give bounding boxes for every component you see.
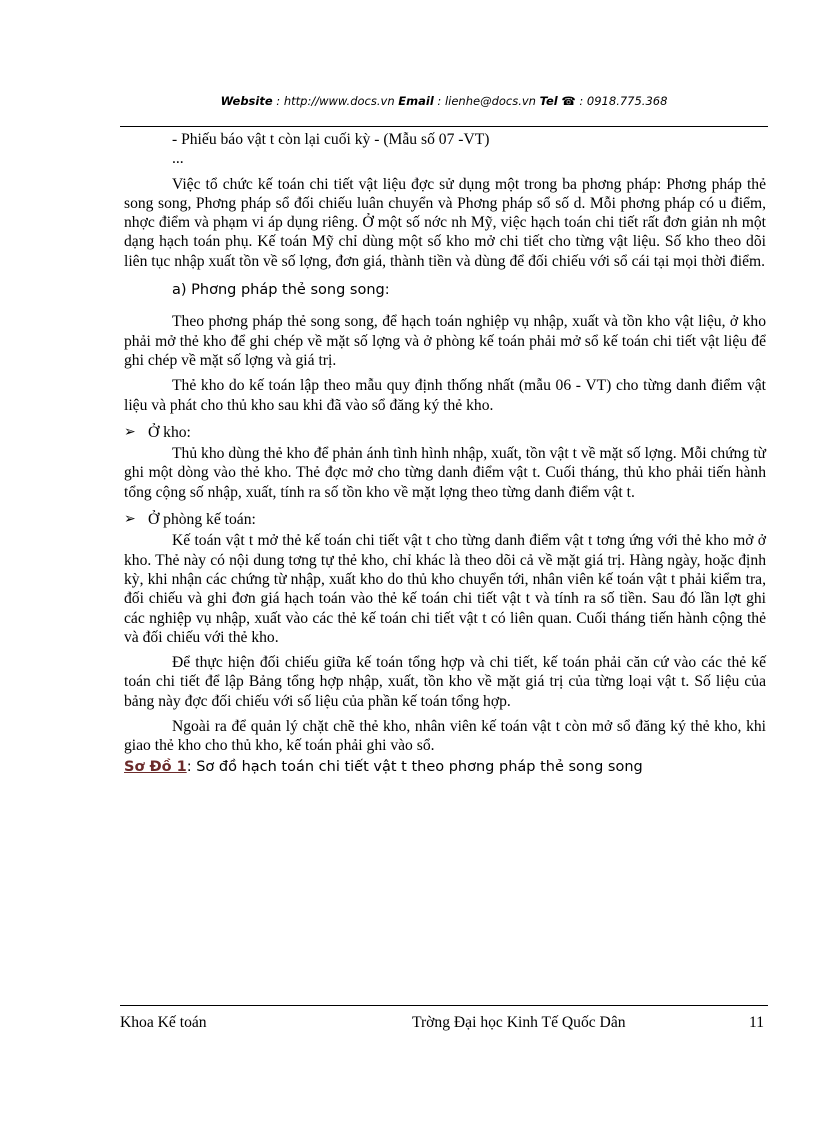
- paragraph-warehouse: Thủ kho dùng thẻ kho để phản ánh tình hình nhập, xuất, tồn vật t về mặt số lợng. Mỗi chứng từ ghi một dòng vào thẻ kho. Thẻ đợc mở cho từng danh điểm vật t. Cuối tháng, thủ kho phải tiến hành tổng cộng số nhập, xuất, tính ra số tồn kho về mặt lợng theo từng danh điểm vật t.: [124, 445, 766, 501]
- website-label: Website: [220, 94, 273, 108]
- email-sep: :: [433, 94, 445, 108]
- email-value[interactable]: lienhe@docs.vn: [444, 94, 536, 108]
- footer-divider: [120, 1005, 768, 1006]
- paragraph-method: Theo phơng pháp thẻ song song, để hạch toán nghiệp vụ nhập, xuất và tồn kho vật liệu, ở kho phải mở thẻ kho để ghi chép về mặt số lợng và ở phòng kế toán phải mở sổ kế toán chi tiết vật liệu để ghi chép về mặt số lợng và giá trị.: [124, 313, 766, 369]
- bullet-warehouse: [124, 423, 766, 442]
- arrow-bullet-icon: ➢: [124, 511, 136, 528]
- website-sep: :: [272, 94, 284, 108]
- diagram-label: Sơ Đồ 1: [124, 758, 187, 775]
- page-body: [124, 130, 766, 777]
- tel-label: Tel: [539, 94, 558, 108]
- ellipsis-line: ...: [172, 150, 184, 168]
- footer-faculty: Khoa Kế toán: [120, 1014, 207, 1031]
- section-heading-a: a) Phơng pháp thẻ song song:: [172, 282, 390, 299]
- diagram-caption-text: : Sơ đồ hạch toán chi tiết vật t theo phơng pháp thẻ song song: [186, 758, 643, 775]
- header-divider: [120, 126, 768, 127]
- page-header: [120, 94, 768, 108]
- email-label: Email: [398, 94, 434, 108]
- diagram-caption: [124, 758, 766, 777]
- paragraph-stock-card: Thẻ kho do kế toán lập theo mẫu quy định thống nhất (mẫu 06 - VT) cho từng danh điểm vật liệu và phát cho thủ kho sau khi đã vào sổ đăng ký thẻ kho.: [124, 377, 766, 414]
- bullet-accounting: [124, 510, 766, 529]
- tel-sep: ☎ :: [557, 94, 587, 108]
- bullet-accounting-label: Ở phòng kế toán:: [148, 511, 256, 529]
- paragraph-reconcile: Để thực hiện đối chiếu giữa kế toán tổng hợp và chi tiết, kế toán phải căn cứ vào các thẻ kế toán chi tiết để lập Bảng tổng hợp nhập, xuất, tồn kho về mặt giá trị của từng loại vật t. Số liệu của bảng này đợc đối chiếu với số liệu của phần kế toán tổng hợp.: [124, 654, 766, 710]
- paragraph-intro: Việc tổ chức kế toán chi tiết vật liệu đợc sử dụng một trong ba phơng pháp: Phơng pháp thẻ song song, Phơng pháp sổ đối chiếu luân chuyển và Phơng pháp sổ số d. Mỗi phơng pháp có u điểm, nhợc điểm và phạm vi áp dụng riêng. Ở một số nớc nh Mỹ, việc hạch toán chi tiết rất đơn giản nh một dạng hạch toán phụ. Kế toán Mỹ chỉ dùng một số kho mở chi tiết cho từng vật liệu. Số kho theo dõi liên tục nhập xuất tồn về số lợng, đơn giá, thành tiền và dùng để đối chiếu với sổ cái tại mọi thời điểm.: [124, 175, 766, 270]
- arrow-bullet-icon: ➢: [124, 423, 136, 440]
- footer-university: Trờng Đại học Kinh Tế Quốc Dân: [412, 1014, 626, 1031]
- form-reference-line: - Phiếu báo vật t còn lại cuối kỳ - (Mẫu số 07 -VT): [172, 131, 490, 148]
- bullet-warehouse-label: Ở kho:: [148, 423, 191, 441]
- page-number: 11: [748, 1014, 764, 1031]
- website-url[interactable]: http://www.docs.vn: [283, 94, 395, 108]
- paragraph-register: Ngoài ra để quản lý chặt chẽ thẻ kho, nhân viên kế toán vật t còn mở sổ đăng ký thẻ kho, khi giao thẻ kho cho thủ kho, kế toán phải ghi vào sổ.: [124, 718, 766, 755]
- tel-value: 0918.775.368: [586, 94, 668, 108]
- paragraph-accounting: Kế toán vật t mở thẻ kế toán chi tiết vật t cho từng danh điểm vật t tơng ứng với thẻ kho mở ở kho. Thẻ này có nội dung tơng tự thẻ kho, chỉ khác là theo dõi cả về mặt giá trị. Hàng ngày, hoặc định kỳ, khi nhận các chứng từ nhập, xuất kho do thủ kho chuyển tới, nhân viên kế toán vật t phải kiểm tra, đối chiếu và ghi đơn giá hạch toán vào thẻ kế toán chi tiết vật t và tính ra số tiền. Sau đó lần lợt ghi các nghiệp vụ nhập, xuất vào các thẻ kế toán chi tiết vật t có liên quan. Cuối tháng tiến hành cộng thẻ và đối chiếu với thẻ kho.: [124, 532, 766, 646]
